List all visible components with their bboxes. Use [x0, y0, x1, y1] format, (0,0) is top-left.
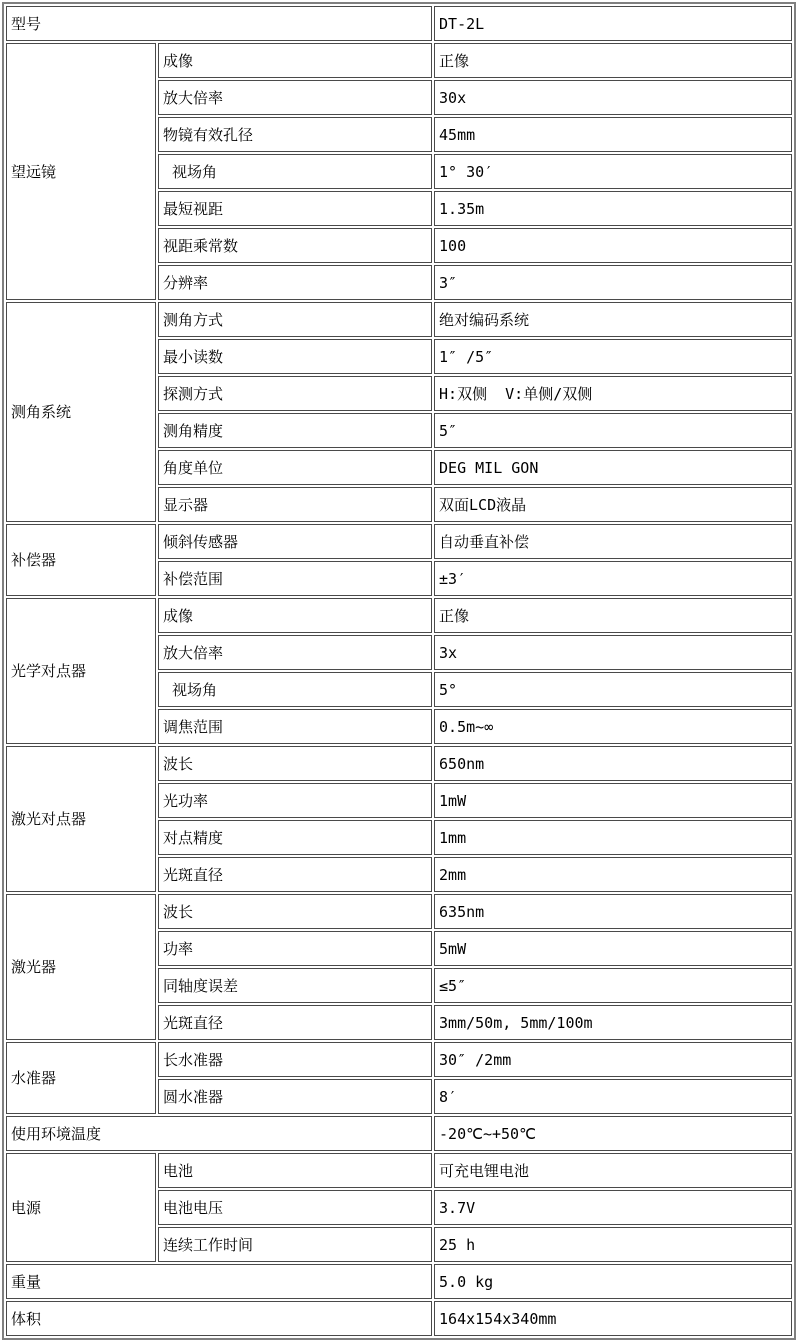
param-value: ≤5″	[434, 968, 792, 1003]
param-value-model: DT-2L	[434, 6, 792, 41]
param-label: 测角精度	[158, 413, 432, 448]
param-label: 圆水准器	[158, 1079, 432, 1114]
param-label: 电池电压	[158, 1190, 432, 1225]
spec-row	[6, 1042, 792, 1077]
param-label-model: 型号	[6, 6, 432, 41]
param-value: ±3′	[434, 561, 792, 596]
param-value: 5°	[434, 672, 792, 707]
param-value: 3.7V	[434, 1190, 792, 1225]
param-value: DEG MIL GON	[434, 450, 792, 485]
spec-table	[2, 2, 796, 1340]
param-value: H:双侧 V:单侧/双侧	[434, 376, 792, 411]
param-value: 正像	[434, 598, 792, 633]
param-label: 最小读数	[158, 339, 432, 374]
group-label-compensator: 补偿器	[6, 524, 156, 596]
spec-row	[6, 746, 792, 781]
param-value: 45mm	[434, 117, 792, 152]
param-value: 双面LCD液晶	[434, 487, 792, 522]
param-value: 8′	[434, 1079, 792, 1114]
param-value: 1.35m	[434, 191, 792, 226]
param-value: 25 h	[434, 1227, 792, 1262]
spec-row	[6, 43, 792, 78]
param-value: 1mm	[434, 820, 792, 855]
param-label: 补偿范围	[158, 561, 432, 596]
group-label-telescope: 望远镜	[6, 43, 156, 300]
param-label: 倾斜传感器	[158, 524, 432, 559]
param-label: 长水准器	[158, 1042, 432, 1077]
param-value: 自动垂直补偿	[434, 524, 792, 559]
param-value: 3″	[434, 265, 792, 300]
spec-row	[6, 302, 792, 337]
param-label: 放大倍率	[158, 635, 432, 670]
param-label: 分辨率	[158, 265, 432, 300]
spec-row	[6, 1153, 792, 1188]
param-label: 功率	[158, 931, 432, 966]
param-label-dimensions: 体积	[6, 1301, 432, 1336]
param-label: 电池	[158, 1153, 432, 1188]
param-value: 3mm/50m, 5mm/100m	[434, 1005, 792, 1040]
spec-row	[6, 524, 792, 559]
param-label: 物镜有效孔径	[158, 117, 432, 152]
param-label: 连续工作时间	[158, 1227, 432, 1262]
param-label: 对点精度	[158, 820, 432, 855]
param-value: 1mW	[434, 783, 792, 818]
param-label-operating-temperature: 使用环境温度	[6, 1116, 432, 1151]
param-label: 测角方式	[158, 302, 432, 337]
param-label: 显示器	[158, 487, 432, 522]
param-label: 调焦范围	[158, 709, 432, 744]
param-label: 光斑直径	[158, 1005, 432, 1040]
param-label: 成像	[158, 598, 432, 633]
param-value: 可充电锂电池	[434, 1153, 792, 1188]
param-label: 波长	[158, 746, 432, 781]
param-label: 光斑直径	[158, 857, 432, 892]
param-value: 30″ /2mm	[434, 1042, 792, 1077]
param-label: 角度单位	[158, 450, 432, 485]
param-value: 5″	[434, 413, 792, 448]
spec-row-dimensions	[6, 1301, 792, 1336]
spec-row	[6, 894, 792, 929]
group-label-optical-plummet: 光学对点器	[6, 598, 156, 744]
group-label-laser-plummet: 激光对点器	[6, 746, 156, 892]
group-label-power: 电源	[6, 1153, 156, 1262]
param-value: 2mm	[434, 857, 792, 892]
spec-row-model	[6, 6, 792, 41]
param-label-weight: 重量	[6, 1264, 432, 1299]
param-label: 最短视距	[158, 191, 432, 226]
param-value: 3x	[434, 635, 792, 670]
param-value: 650nm	[434, 746, 792, 781]
group-label-levels: 水准器	[6, 1042, 156, 1114]
param-value: 正像	[434, 43, 792, 78]
param-value-operating-temperature: -20℃~+50℃	[434, 1116, 792, 1151]
param-label: 探测方式	[158, 376, 432, 411]
param-label: 视距乘常数	[158, 228, 432, 263]
param-value: 100	[434, 228, 792, 263]
spec-row-weight	[6, 1264, 792, 1299]
spec-row-operating-temperature	[6, 1116, 792, 1151]
group-label-laser: 激光器	[6, 894, 156, 1040]
param-value: 30x	[434, 80, 792, 115]
param-label: 视场角	[158, 672, 432, 707]
param-label: 波长	[158, 894, 432, 929]
param-value: 5mW	[434, 931, 792, 966]
param-label: 光功率	[158, 783, 432, 818]
param-label: 放大倍率	[158, 80, 432, 115]
param-label: 成像	[158, 43, 432, 78]
param-value-weight: 5.0 kg	[434, 1264, 792, 1299]
param-value-dimensions: 164x154x340mm	[434, 1301, 792, 1336]
param-value: 1″ /5″	[434, 339, 792, 374]
param-value: 绝对编码系统	[434, 302, 792, 337]
group-label-angle-system: 测角系统	[6, 302, 156, 522]
param-value: 0.5m~∞	[434, 709, 792, 744]
param-value: 635nm	[434, 894, 792, 929]
param-value: 1° 30′	[434, 154, 792, 189]
param-label: 同轴度误差	[158, 968, 432, 1003]
param-label: 视场角	[158, 154, 432, 189]
spec-row	[6, 598, 792, 633]
